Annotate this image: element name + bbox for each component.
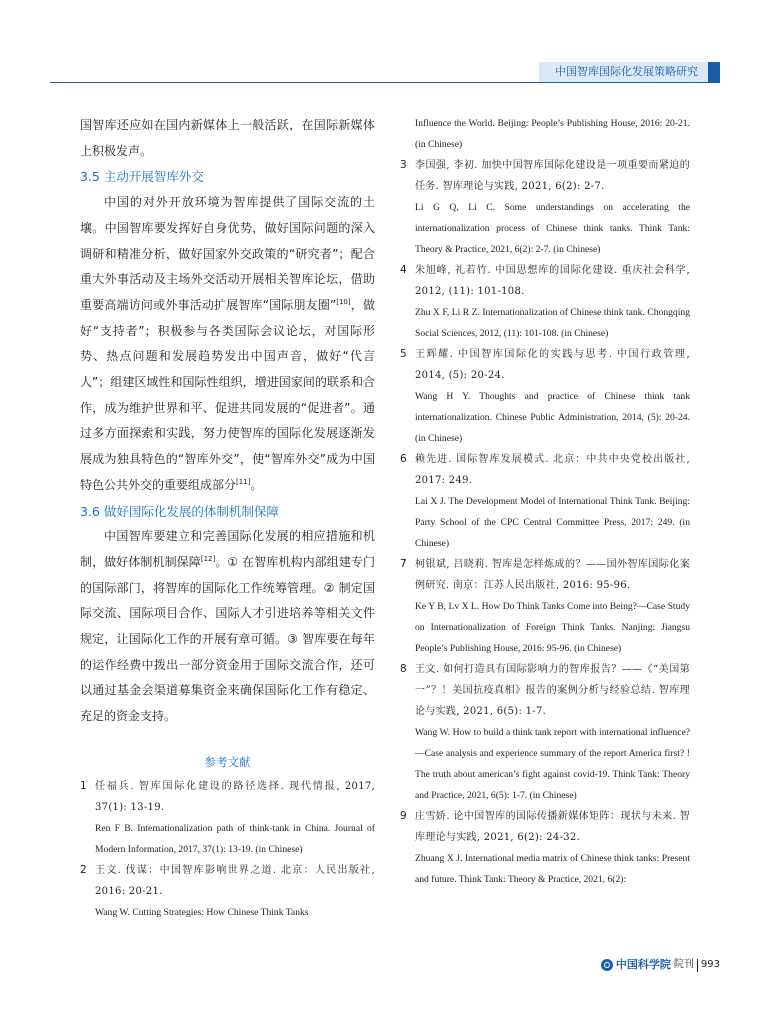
reference-number: 6 [400, 453, 407, 465]
paragraph-continued: 国智库还应如在国内新媒体上一般活跃，在国际新媒体上积极发声。 [80, 118, 375, 158]
citation-10[interactable]: [10] [336, 297, 351, 306]
reference-number: 7 [400, 558, 407, 570]
reference-en: Ren F B. Internationalization path of think-tank in China. Journal of Modern Information, 2017, 37(1): 13-19. (in Chinese) [95, 822, 375, 855]
reference-3 [400, 155, 690, 260]
reference-number: 3 [400, 159, 407, 171]
reference-en: Ke Y B, Lv X L. How Do Think Tanks Come into Being?—Case Study on Internationalization of Foreign Think Tanks. Nanjing: Jiangsu People’s Publishing House, 2016: 95-96. (in Chinese) [415, 601, 690, 654]
reference-zh: 任福兵. 智库国际化建设的路径选择. 现代情报, 2017, 37(1): 13-19. [95, 780, 375, 813]
reference-en: Zhuang X J. International media matrix of Chinese think tanks: Present and future. Think Tank: Theory & Practice, 2021, 6(2): [415, 853, 690, 885]
reference-zh: 庄雪娇. 论中国智库的国际传播新媒体矩阵：现状与未来. 智库理论与实践, 2021, 6(2): 24-32. [415, 811, 690, 843]
footer-divider [697, 959, 698, 972]
reference-number: 4 [400, 264, 407, 276]
reference-zh: 赖先进. 国际智库发展模式. 北京：中共中央党校出版社, 2017: 249. [415, 454, 690, 486]
reference-7 [400, 554, 690, 659]
reference-4 [400, 260, 690, 344]
reference-5 [400, 344, 690, 449]
citation-11[interactable]: [11] [236, 477, 251, 486]
section-heading-3-5: 3.5 主动开展智库外交 [80, 169, 204, 185]
reference-9 [400, 806, 690, 890]
reference-number: 1 [80, 779, 87, 792]
reference-zh: 王辉耀. 中国智库国际化的实践与思考. 中国行政管理, 2014, (5): 20-24. [415, 349, 690, 381]
reference-6 [400, 449, 690, 554]
reference-en: Wang W. How to build a think tank report with international influence?—Case analysis and experience summary of the report America first? ! The truth about american’s fight against covid-19. Think Tank: Theory and Practice, 2021, 6(5): 1-7. (in Chinese) [415, 727, 690, 801]
reference-number: 9 [400, 810, 407, 822]
citation-12[interactable]: [12] [200, 554, 216, 563]
reference-zh: 朱旭峰, 礼若竹. 中国思想库的国际化建设. 重庆社会科学, 2012, (11): 101-108. [415, 265, 690, 297]
header-rule [50, 82, 720, 83]
reference-number: 8 [400, 663, 407, 675]
reference-en: Wang W. Cutting Strategies: How Chinese Think Tanks [95, 906, 309, 918]
reference-1 [80, 776, 375, 860]
section-heading-3-6: 3.6 做好国际化发展的体制机制保障 [80, 503, 279, 519]
reference-2-continued [400, 113, 690, 155]
reference-zh: 王文. 伐谋：中国智库影响世界之道. 北京：人民出版社, 2016: 20-21. [95, 864, 375, 897]
header-accent-block [708, 62, 720, 82]
paragraph-institutional-guarantee [80, 524, 375, 730]
reference-number: 5 [400, 348, 407, 360]
reference-zh: 柯银斌, 吕晓莉. 智库是怎样炼成的？——国外智库国际化案例研究. 南京：江苏人民出版社, 2016: 95-96. [415, 559, 690, 591]
paragraph-text: 。 [250, 477, 263, 492]
reference-en: Zhu X F, Li R Z. Internationalization of Chinese think tank. Chongqing Social Sciences, 2012, (11): 101-108. (in Chinese) [415, 307, 690, 339]
reference-number: 2 [80, 863, 87, 876]
journal-name: 院刊 [673, 959, 694, 970]
paragraph-text: 中国的对外开放环境为智库提供了国际交流的土壤。中国智库要发挥好自身优势，做好国际问题的深入调研和精准分析，做好国家外交政策的“研究者”；配合重大外事活动及主场外交活动开展相关智库论坛，借助重要高端访问或外事活动扩展智库“国际朋友圈” [80, 195, 375, 312]
left-column [80, 113, 375, 923]
references-heading: 参考文献 [204, 754, 251, 769]
page-number: 993 [700, 959, 720, 970]
running-header: 中国智库国际化发展策略研究 [539, 62, 720, 82]
paragraph-text: 中国智库要建立和完善国际化发展的相应措施和机制，做好体制机制保障 [80, 529, 375, 569]
paragraph-think-tank-diplomacy [80, 190, 375, 498]
paragraph-text: 。① 在智库机构内部组建专门的国际部门，将智库的国际化工作统筹管理。② 制定国际交流、国际项目合作、国际人才引进培养等相关文件规定，让国际化工作的开展有章可循。③ 智库要在每年的运作经费中拨出一部分资金用于国际交流合作，还可以通过基金会渠道募集资金来确保国际化工作有稳定、充足的资金支持。 [80, 554, 375, 724]
reference-en: Wang H Y. Thoughts and practice of Chinese think tank internationalization. Chinese Public Administration, 2014, (5): 20-24. (in Chinese) [415, 391, 690, 444]
paragraph-text: ，做好“支持者”；积极参与各类国际会议论坛，对国际形势、热点问题和发展趋势发出中国声音，做好“代言人”；组建区域性和国际性组织，增进国家间的联系和合作，成为维护世界和平、促进共同发展的“促进者”。通过多方面探索和实践，努力使智库的国际化发展逐渐发展成为独具特色的“智库外交”，使“智库外交”成为中国特色公共外交的重要组成部分 [80, 297, 375, 492]
reference-8 [400, 659, 690, 806]
reference-en: Li G Q, Li C. Some understandings on accelerating the internationalization process of Chinese think tanks. Think Tank: Theory & Practice, 2021, 6(2): 2-7. (in Chinese) [415, 202, 690, 255]
reference-en: Influence the World. Beijing: People’s Publishing House, 2016: 20-21. (in Chinese) [415, 118, 690, 150]
reference-zh: 李国强, 李初. 加快中国智库国际化建设是一项重要而紧迫的任务. 智库理论与实践, 2021, 6(2): 2-7. [415, 160, 690, 192]
right-column [400, 113, 690, 890]
journal-logo: 中国科学院 [615, 958, 671, 971]
reference-zh: 王文. 如何打造具有国际影响力的智库报告？——《“美国第一”？！美国抗疫真相》报告的案例分析与经验总结. 智库理论与实践, 2021, 6(5): 1-7. [415, 664, 690, 717]
reference-2 [80, 860, 375, 923]
cas-emblem-icon [601, 959, 613, 971]
reference-en: Lai X J. The Development Model of International Think Tank. Beijing: Party School of the CPC Central Committee Press, 2017: 249. (in Chinese) [415, 496, 690, 549]
page-footer [601, 957, 720, 973]
